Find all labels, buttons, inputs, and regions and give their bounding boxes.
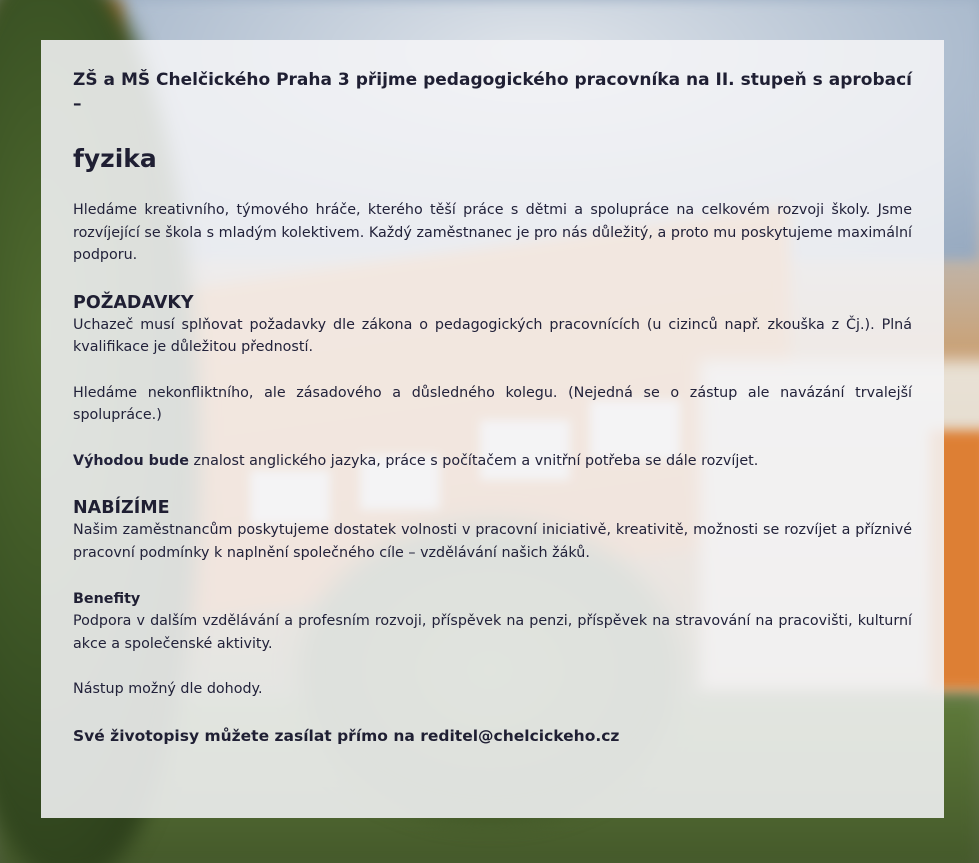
- job-headline: ZŠ a MŠ Chelčického Praha 3 přijme pedagogického pracovníka na II. stupeň s aprobací –: [73, 70, 912, 114]
- job-subject: fyzika: [73, 144, 157, 173]
- start-date-paragraph: Nástup možný dle dohody.: [73, 681, 263, 697]
- requirements-heading: POŽADAVKY: [73, 292, 194, 313]
- candidate-profile-paragraph: Hledáme nekonfliktního, ale zásadového a důsledného kolegu. (Nejedná se o zástup ale navázání trvalejší spolupráce.): [73, 384, 912, 423]
- job-posting-panel: [41, 40, 944, 818]
- advantage-text: znalost anglického jazyka, práce s počítačem a vnitřní potřeba se dále rozvíjet.: [188, 452, 759, 469]
- offer-heading: NABÍZÍME: [73, 498, 170, 518]
- intro-paragraph: Hledáme kreativního, týmového hráče, kterého těší práce s dětmi a spolupráce na celkovém rozvoji školy. Jsme rozvíjející se škola s mladým kolektivem. Každý zaměstnanec je pro nás důležitý, a proto mu poskytujeme maximální podporu.: [73, 202, 912, 263]
- requirements-paragraph: Uchazeč musí splňovat požadavky dle zákona o pedagogických pracovnících (u cizinců např. zkouška z Čj.). Plná kvalifikace je důležitou předností.: [73, 316, 912, 355]
- contact-cta: Své životopisy můžete zasílat přímo na reditel@chelcickeho.cz: [73, 726, 620, 745]
- benefits-paragraph: Podpora v dalším vzdělávání a profesním rozvoji, příspěvek na penzi, příspěvek na stravování na pracovišti, kulturní akce a společenské aktivity.: [73, 613, 912, 652]
- benefits-heading: Benefity: [73, 591, 141, 607]
- advantage-label: Výhodou bude: [73, 452, 189, 469]
- offer-paragraph: Našim zaměstnancům poskytujeme dostatek volnosti v pracovní iniciativě, kreativitě, možnosti se rozvíjet a příznivé pracovní podmínky k naplnění společného cíle – vzdělávání našich žáků.: [73, 522, 912, 561]
- advantage-paragraph: [73, 450, 912, 473]
